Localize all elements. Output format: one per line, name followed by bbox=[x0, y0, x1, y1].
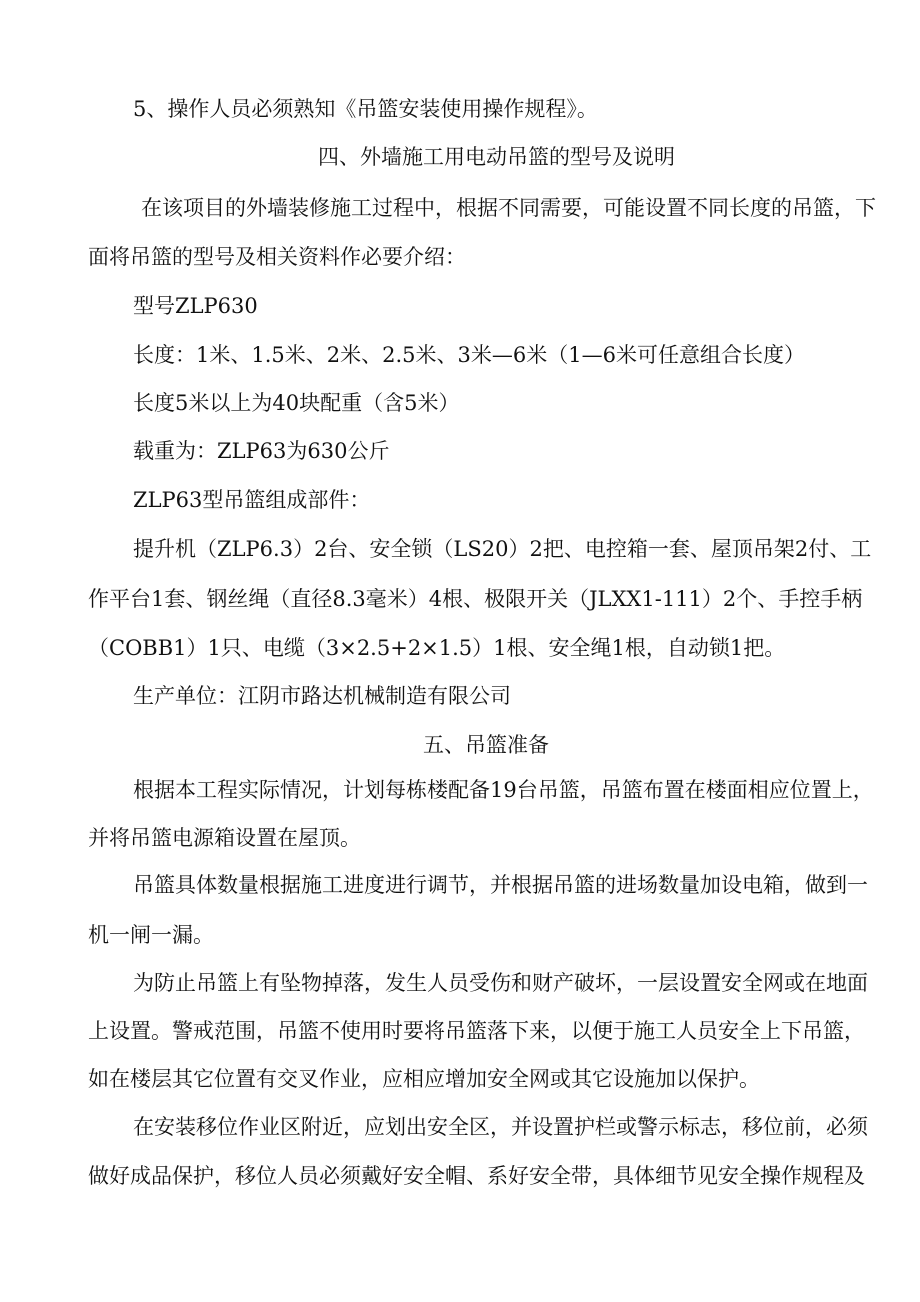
manufacturer-line: 生产单位：江阴市路达机械制造有限公司 bbox=[133, 684, 511, 708]
section-heading-5: 五、吊篮准备 bbox=[423, 733, 549, 757]
prep-line-6: 上设置。警戒范围，吊篮不使用时要将吊篮落下来，以便于施工人员安全上下吊篮， bbox=[88, 1019, 865, 1043]
prep-line-5: 为防止吊篮上有坠物掉落，发生人员受伤和财产破坏，一层设置安全网或在地面 bbox=[133, 971, 868, 995]
section-heading-4: 四、外墙施工用电动吊篮的型号及说明 bbox=[318, 145, 675, 169]
prep-line-9: 做好成品保护，移位人员必须戴好安全帽、系好安全带，具体细节见安全操作规程及 bbox=[88, 1164, 865, 1188]
components-line-1: 提升机（ZLP6.3）2台、安全锁（LS20）2把、电控箱一套、屋顶吊架2付、工 bbox=[133, 537, 872, 561]
prep-line-4: 机一闸一漏。 bbox=[88, 923, 214, 947]
paragraph-line-1: 5、操作人员必须熟知《吊篮安装使用操作规程》。 bbox=[133, 97, 598, 121]
counterweight-line: 长度5米以上为40块配重（含5米） bbox=[133, 391, 460, 415]
paragraph-line-3: 在该项目的外墙装修施工过程中，根据不同需要，可能设置不同长度的吊篮，下 bbox=[141, 196, 876, 220]
paragraph-line-4: 面将吊篮的型号及相关资料作必要介绍： bbox=[88, 245, 466, 269]
prep-line-2: 并将吊篮电源箱设置在屋顶。 bbox=[88, 826, 361, 850]
prep-line-3: 吊篮具体数量根据施工进度进行调节，并根据吊篮的进场数量加设电箱，做到一 bbox=[133, 873, 868, 897]
prep-line-7: 如在楼层其它位置有交叉作业，应相应增加安全网或其它设施加以保护。 bbox=[88, 1067, 760, 1091]
model-line: 型号ZLP630 bbox=[133, 294, 258, 318]
prep-line-8: 在安装移位作业区附近，应划出安全区，并设置护栏或警示标志，移位前，必须 bbox=[133, 1115, 868, 1139]
components-line-2: 作平台1套、钢丝绳（直径8.3毫米）4根、极限开关（JLXX1-111）2个、手控手柄 bbox=[88, 587, 863, 611]
load-line: 载重为：ZLP63为630公斤 bbox=[133, 439, 390, 463]
components-line-3: （COBB1）1只、电缆（3×2.5+2×1.5）1根、安全绳1根，自动锁1把。 bbox=[88, 636, 786, 660]
components-title-line: ZLP63型吊篮组成部件： bbox=[133, 488, 371, 512]
prep-line-1: 根据本工程实际情况，计划每栋楼配备19台吊篮，吊篮布置在楼面相应位置上， bbox=[133, 778, 874, 802]
length-line: 长度：1米、1.5米、2米、2.5米、3米—6米（1—6米可任意组合长度） bbox=[133, 343, 805, 367]
